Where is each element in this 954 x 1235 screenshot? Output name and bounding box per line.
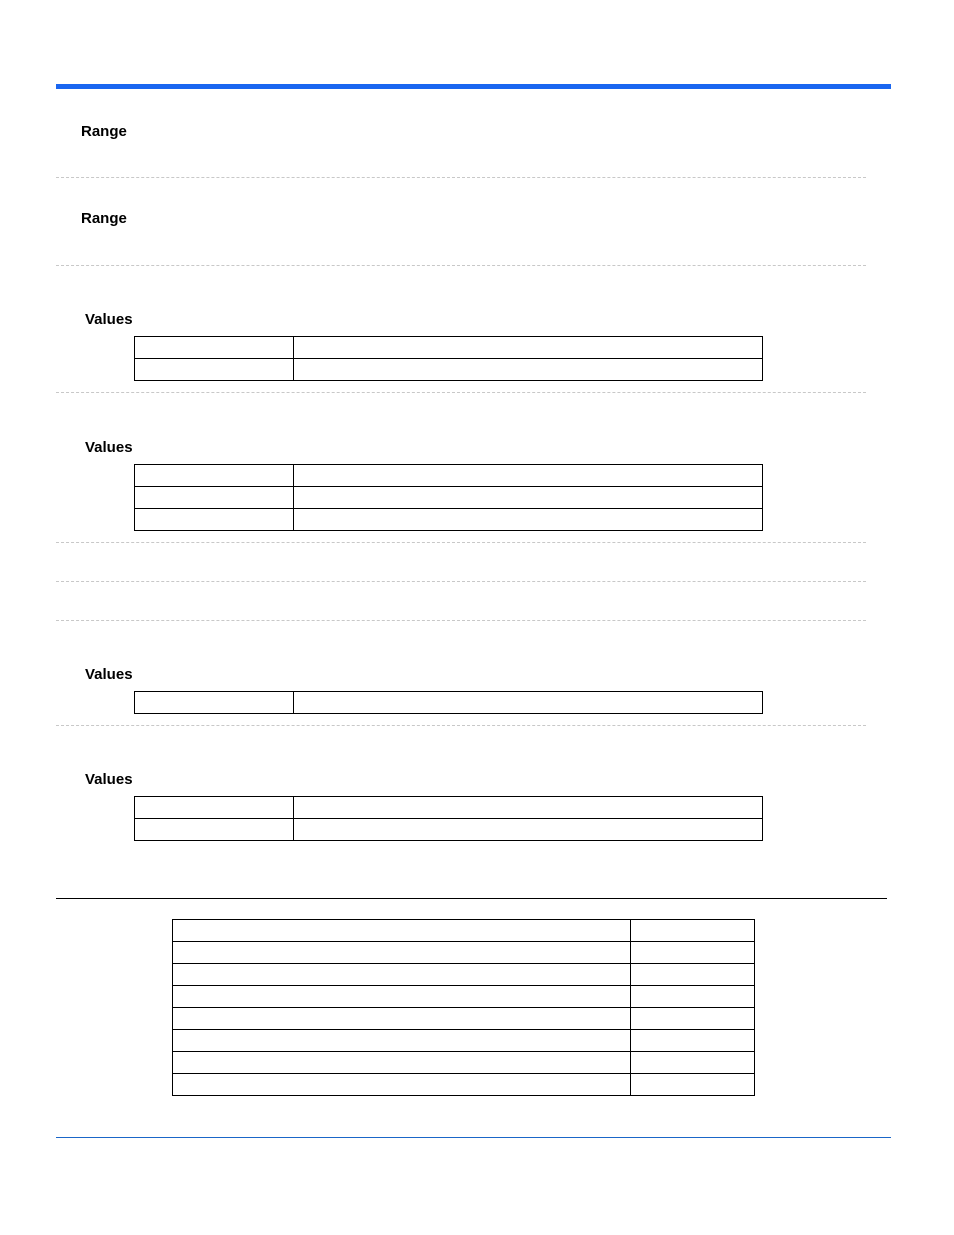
table-cell: [294, 797, 763, 819]
table-row: [135, 487, 763, 509]
table-cell: [173, 1074, 631, 1096]
table-cell: [135, 797, 294, 819]
table-cell: [294, 509, 763, 531]
range-label-2: Range: [81, 210, 127, 227]
table-row: [173, 1008, 755, 1030]
values-table-3: [134, 691, 763, 714]
table-cell: [173, 1008, 631, 1030]
table-cell: [135, 465, 294, 487]
table-cell: [135, 509, 294, 531]
table-cell: [135, 337, 294, 359]
table-cell: [173, 1052, 631, 1074]
table-cell: [631, 1030, 755, 1052]
section-divider: [56, 177, 866, 178]
table-row: [173, 1052, 755, 1074]
section-divider: [56, 542, 866, 543]
section-divider: [56, 392, 866, 393]
table-cell: [135, 819, 294, 841]
table-cell: [135, 487, 294, 509]
values-label-3: Values: [85, 666, 133, 683]
table-row: [173, 942, 755, 964]
table-cell: [631, 1074, 755, 1096]
table-cell: [631, 986, 755, 1008]
table-row: [135, 509, 763, 531]
range-label-1: Range: [81, 123, 127, 140]
section-divider: [56, 620, 866, 621]
table-cell: [631, 964, 755, 986]
table-row: [173, 964, 755, 986]
values-table-1: [134, 336, 763, 381]
table-row: [135, 359, 763, 381]
table-row: [173, 920, 755, 942]
table-cell: [173, 942, 631, 964]
table-cell: [135, 692, 294, 714]
section-divider: [56, 581, 866, 582]
table-cell: [173, 1030, 631, 1052]
values-label-4: Values: [85, 771, 133, 788]
values-label-1: Values: [85, 311, 133, 328]
table-row: [173, 1030, 755, 1052]
table-cell: [294, 487, 763, 509]
table-cell: [631, 1052, 755, 1074]
footer-rule: [56, 1137, 891, 1138]
values-table-4: [134, 796, 763, 841]
table-row: [135, 337, 763, 359]
summary-table: [172, 919, 755, 1096]
header-bar: [56, 84, 891, 89]
values-table-2: [134, 464, 763, 531]
table-cell: [294, 819, 763, 841]
table-cell: [135, 359, 294, 381]
section-divider: [56, 725, 866, 726]
table-row: [135, 692, 763, 714]
table-cell: [294, 465, 763, 487]
section-rule: [56, 898, 887, 899]
table-cell: [631, 1008, 755, 1030]
section-divider: [56, 265, 866, 266]
table-row: [135, 465, 763, 487]
table-cell: [294, 337, 763, 359]
table-cell: [294, 359, 763, 381]
table-row: [135, 819, 763, 841]
table-cell: [173, 964, 631, 986]
table-cell: [631, 920, 755, 942]
table-cell: [173, 986, 631, 1008]
values-label-2: Values: [85, 439, 133, 456]
table-cell: [173, 920, 631, 942]
table-row: [135, 797, 763, 819]
table-row: [173, 986, 755, 1008]
table-cell: [294, 692, 763, 714]
table-row: [173, 1074, 755, 1096]
table-cell: [631, 942, 755, 964]
